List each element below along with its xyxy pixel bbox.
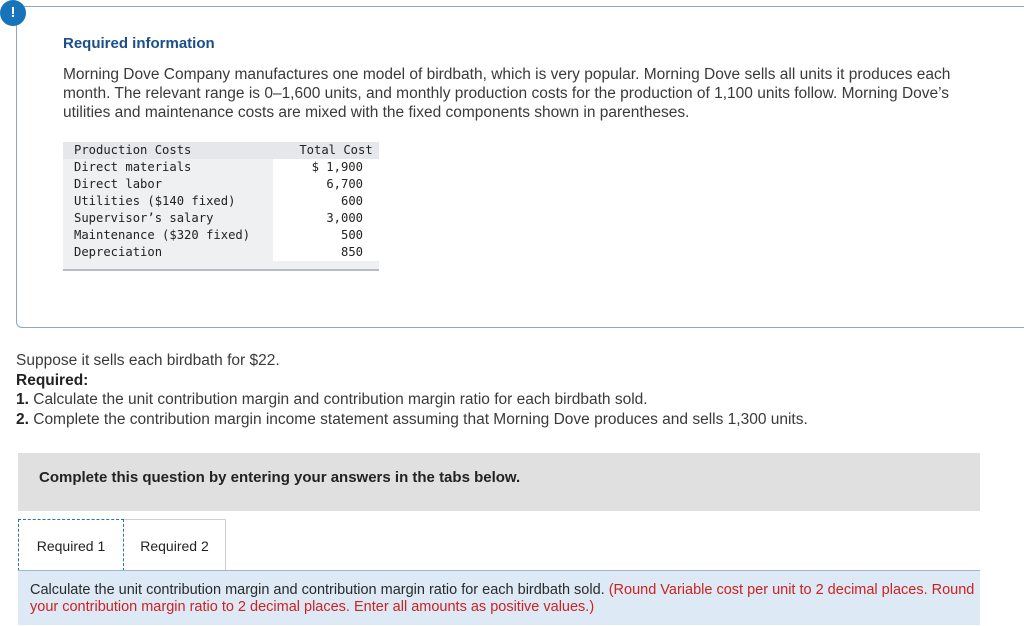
instructions-panel <box>18 453 980 511</box>
row-label: Utilities ($140 fixed) <box>74 194 236 208</box>
row-label: Depreciation <box>74 245 163 259</box>
header-production-costs: Production Costs <box>74 143 192 157</box>
row-value: 500 <box>273 227 379 244</box>
row-label: Direct labor <box>74 177 163 191</box>
question-text <box>16 351 1016 429</box>
row-label: Maintenance ($320 fixed) <box>74 228 251 242</box>
tab-instructions <box>18 571 980 625</box>
required-label: Required: <box>16 371 89 389</box>
table-row <box>63 244 379 261</box>
price-line: Suppose it sells each birdbath for $22. <box>16 352 280 369</box>
required-item-1 <box>16 390 1016 410</box>
table-header-row <box>63 142 379 159</box>
instructions-rounding-note: (Round Variable cost per unit to 2 decimal places. Round your contribution margin ratio to 2 decimal places. Enter all amounts as positive values.) <box>30 582 975 615</box>
row-value: 600 <box>273 193 379 210</box>
tab-required-1[interactable]: Required 1 <box>18 519 124 571</box>
table-row <box>63 176 379 193</box>
instructions-main: Calculate the unit contribution margin and contribution margin ratio for each birdbath sold. <box>30 582 609 598</box>
row-value: 850 <box>273 244 379 261</box>
info-title: Required information <box>63 35 215 52</box>
tab-required-2[interactable]: Required 2 <box>124 519 226 571</box>
header-total-cost: Total Cost <box>293 142 379 159</box>
table-row <box>63 210 379 227</box>
table-footer <box>63 261 379 271</box>
item-number: 2. <box>16 410 29 428</box>
row-value: $ 1,900 <box>273 159 379 176</box>
alert-icon: ! <box>0 0 26 26</box>
required-item-2 <box>16 410 1016 430</box>
item-text: Calculate the unit contribution margin and contribution margin ratio for each birdbath sold. <box>28 391 648 408</box>
row-label: Supervisor’s salary <box>74 211 214 225</box>
production-costs-table <box>63 142 379 271</box>
info-description: Morning Dove Company manufactures one model of birdbath, which is very popular. Morning Dove sells all units it produces each month. The relevant range is 0–1,600 units, and monthly production costs for the production of 1,100 units follow. Morning Dove’s utilities and maintenance costs are mixed with the fixed components shown in parentheses. <box>63 66 951 121</box>
row-value: 3,000 <box>273 210 379 227</box>
item-number: 1. <box>16 391 29 408</box>
table-row <box>63 193 379 210</box>
row-label: Direct materials <box>74 160 192 174</box>
table-row <box>63 159 379 176</box>
row-value: 6,700 <box>273 176 379 193</box>
panel-text: Complete this question by entering your answers in the tabs below. <box>39 469 521 486</box>
item-text: Complete the contribution margin income statement assuming that Morning Dove produces and sells 1,300 units. <box>28 410 808 428</box>
table-row <box>63 227 379 244</box>
